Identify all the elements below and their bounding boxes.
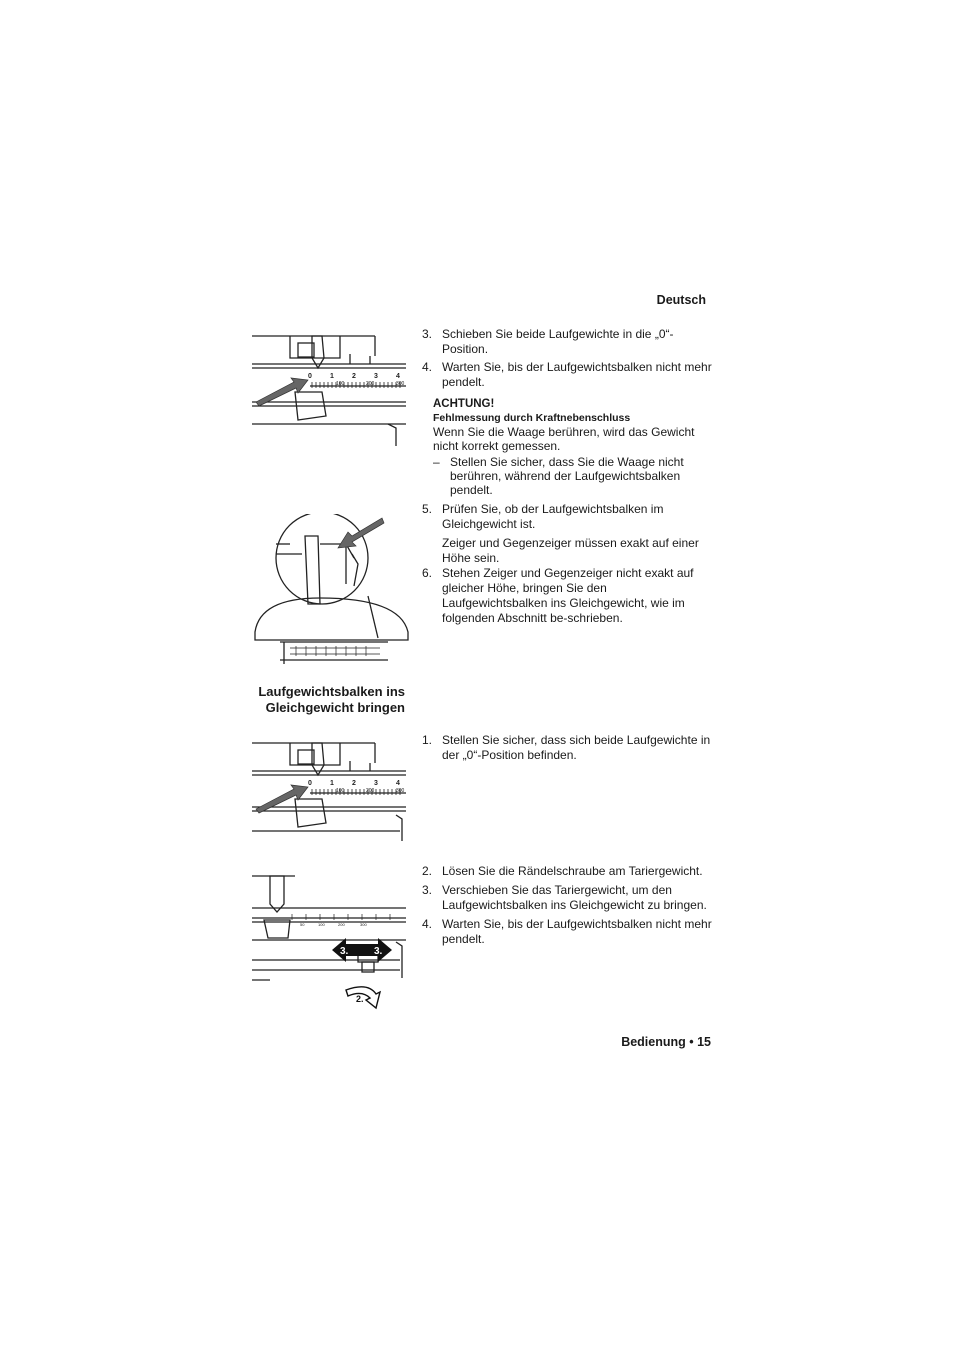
step-a-4: 4. Warten Sie, bis der Laufgewichtsbalken nicht mehr pendelt. <box>422 360 712 389</box>
scale-top-4: 4 <box>396 780 400 787</box>
scale-top-0: 0 <box>308 780 312 787</box>
tare-scale-0: 50 <box>300 922 305 927</box>
figure-beam-zero-2 <box>250 735 410 845</box>
step-c-1: 1. Stellen Sie sicher, dass sich beide Laufgewichte in der „0“-Position befinden. <box>422 733 711 762</box>
scale-top-0: 0 <box>308 373 312 380</box>
scale-bottom-2: 200 <box>366 788 375 794</box>
warning-box <box>433 397 713 497</box>
warning-description: Wenn Sie die Waage berühren, wird das Gewicht nicht korrekt gemessen. <box>433 425 695 453</box>
scale-bottom-2: 200 <box>366 381 375 387</box>
scale-bottom-1: 100 <box>336 381 345 387</box>
scale-top-3: 3 <box>374 780 378 787</box>
scale-bottom-3: 300 <box>396 788 405 794</box>
scale-top-1: 1 <box>330 780 334 787</box>
scale-bottom-3: 300 <box>396 381 405 387</box>
tare-scale-2: 200 <box>338 922 345 927</box>
figure-beam-zero-1 <box>250 328 410 448</box>
step-b-5: 5. Prüfen Sie, ob der Laufgewichtsbalken im Gleichgewicht ist. Zeiger und Gegenzeiger müssen exakt auf einer Höhe sein. <box>422 502 699 565</box>
scale-top-3: 3 <box>374 373 378 380</box>
step-d-3: 3. Verschieben Sie das Tariergewicht, um den Laufgewichtsbalken ins Gleichgewicht zu bringen. <box>422 883 707 912</box>
tare-label-turn: 2. <box>356 994 364 1004</box>
scale-top-2: 2 <box>352 780 356 787</box>
warning-subtitle: Fehlmessung durch Kraftnebenschluss <box>433 412 631 424</box>
step-b-6: 6. Stehen Zeiger und Gegenzeiger nicht exakt auf gleicher Höhe, bringen Sie den Laufgewichtsbalken ins Gleichgewicht, wie im folgenden Abschnitt be-schrieben. <box>422 566 694 625</box>
section-heading: Laufgewichtsbalken ins Gleichgewicht bringen <box>258 684 405 715</box>
language-label: Deutsch <box>656 293 706 307</box>
step-d-4: 4. Warten Sie, bis der Laufgewichtsbalken nicht mehr pendelt. <box>422 917 712 946</box>
figure-tare-weight <box>250 868 410 1018</box>
step-d-2: 2. Lösen Sie die Rändelschraube am Tariergewicht. <box>422 864 703 878</box>
step-a-3: 3. Schieben Sie beide Laufgewichte in die „0“-Position. <box>422 327 674 356</box>
tare-scale-3: 300 <box>360 922 367 927</box>
scale-top-2: 2 <box>352 373 356 380</box>
scale-bottom-1: 100 <box>336 788 345 794</box>
figure-pointer-detail <box>250 514 415 674</box>
warning-bullet: – Stellen Sie sicher, dass Sie die Waage nicht berühren, während der Laufgewichtsbalken pendelt. <box>433 455 684 497</box>
page-footer: Bedienung • 15 <box>621 1035 711 1049</box>
tare-scale-1: 100 <box>318 922 325 927</box>
scale-top-4: 4 <box>396 373 400 380</box>
tare-label-left: 3. <box>340 946 349 957</box>
arrow-icon <box>338 518 384 548</box>
scale-top-1: 1 <box>330 373 334 380</box>
warning-title: ACHTUNG! <box>433 398 495 410</box>
tare-label-right: 3. <box>374 946 383 957</box>
